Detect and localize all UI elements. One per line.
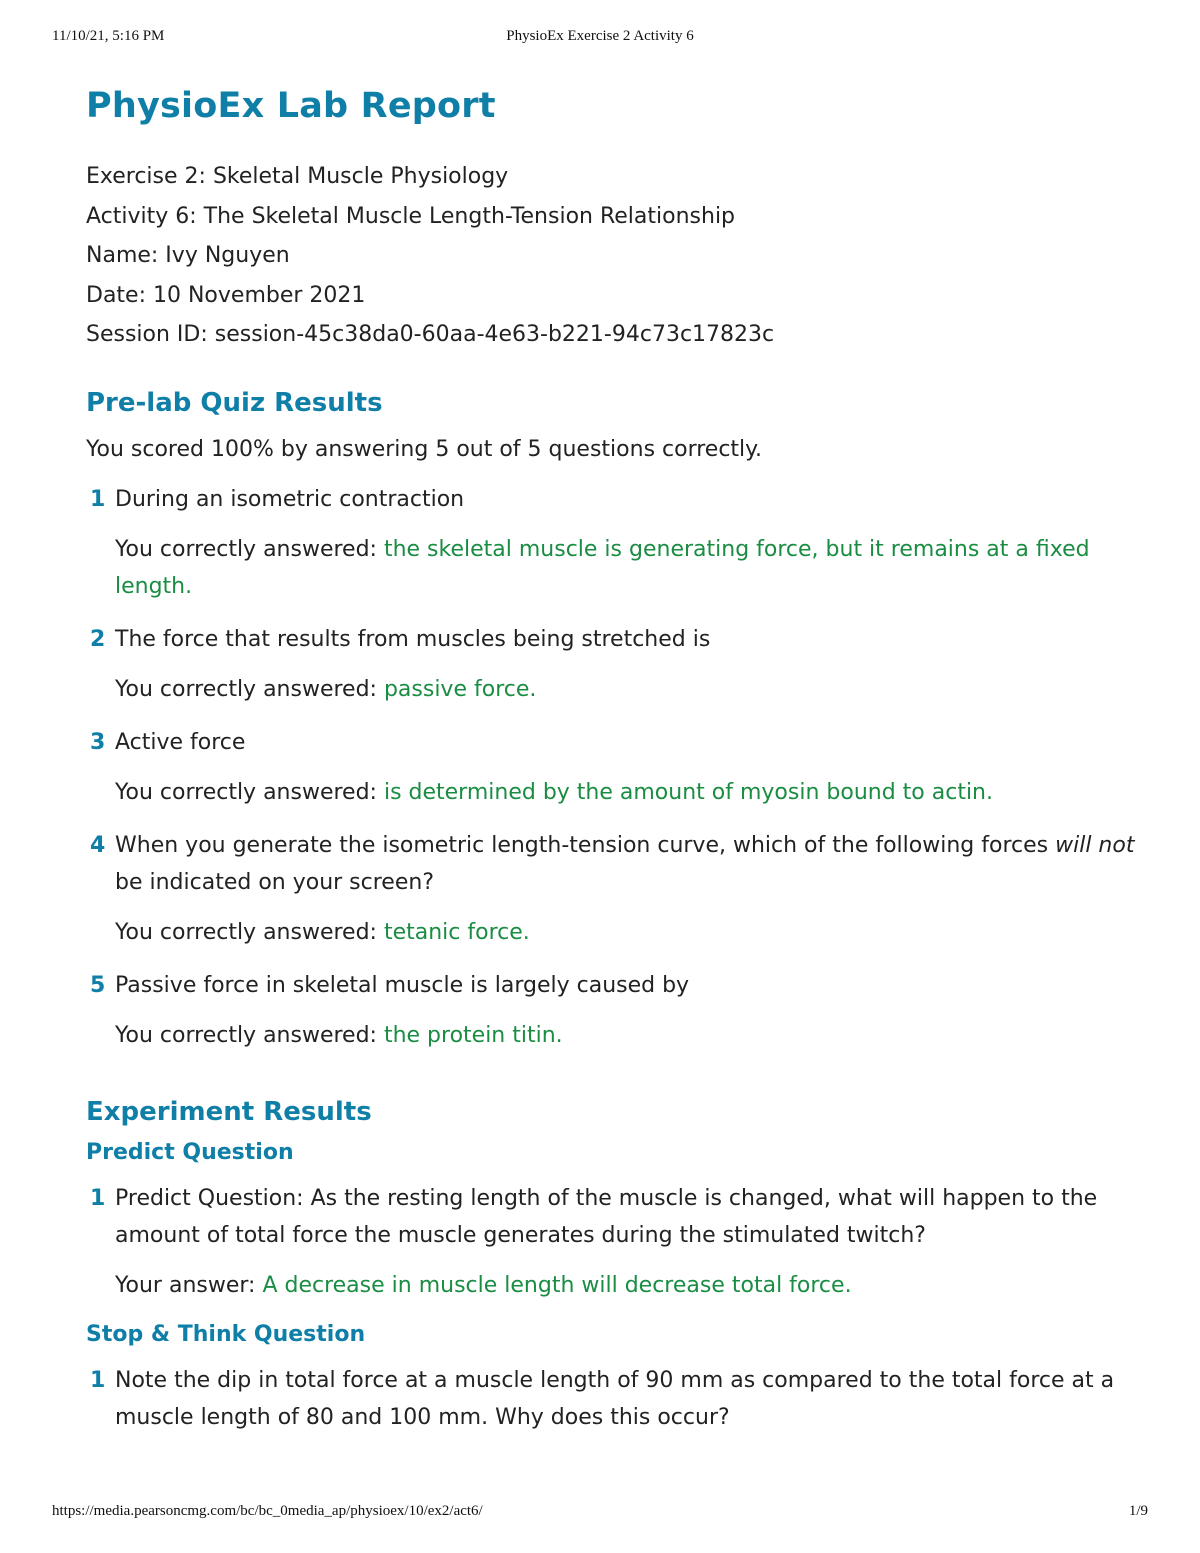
quiz-question-3	[86, 724, 1136, 811]
question-number: 4	[90, 832, 106, 858]
page-title: PhysioEx Lab Report	[86, 86, 496, 126]
activity-line: Activity 6: The Skeletal Muscle Length-Tension Relationship	[86, 203, 736, 229]
print-datetime: 11/10/21, 5:16 PM	[52, 28, 165, 44]
question-number: 2	[90, 626, 106, 652]
question-number: 5	[90, 972, 106, 998]
question-text-part: When you generate the isometric length-tension curve, which of the following forces	[115, 832, 1056, 858]
question-emphasis: will not	[1055, 832, 1135, 858]
question-number: 1	[90, 486, 106, 512]
question-text: During an isometric contraction	[115, 486, 465, 512]
question-answer	[115, 531, 1136, 605]
print-page-number: 1/9	[1128, 1503, 1148, 1519]
prelab-score: You scored 100% by answering 5 out of 5 questions correctly.	[86, 436, 763, 462]
quiz-question-1	[86, 481, 1136, 605]
question-text: Passive force in skeletal muscle is largely caused by	[115, 972, 690, 998]
question-text: Predict Question: As the resting length of the muscle is changed, what will happen to the amount of total force the muscle generates during the stimulated twitch?	[115, 1185, 1098, 1248]
question-answer	[115, 1267, 1136, 1304]
question-answer	[115, 671, 1136, 708]
print-url: https://media.pearsoncmg.com/bc/bc_0media_ap/physioex/10/ex2/act6/	[52, 1503, 483, 1519]
answer-prefix: You correctly answered:	[115, 536, 384, 562]
quiz-question-5	[86, 967, 1136, 1054]
session-id: Session ID: session-45c38da0-60aa-4e63-b221-94c73c17823c	[86, 322, 775, 347]
answer-text: the skeletal muscle is generating force, but it remains at a fixed length.	[115, 536, 1090, 599]
answer-prefix: You correctly answered:	[115, 1022, 384, 1048]
question-answer	[115, 774, 1136, 811]
question-text	[115, 827, 1136, 901]
question-number: 1	[90, 1367, 106, 1393]
question-text: Note the dip in total force at a muscle length of 90 mm as compared to the total force at a muscle length of 80 and 100 mm. Why does this occur?	[115, 1367, 1115, 1430]
report-content	[86, 82, 1136, 1436]
exercise-line: Exercise 2: Skeletal Muscle Physiology	[86, 164, 509, 189]
stop-think-heading: Stop & Think Question	[86, 1321, 366, 1347]
answer-text: passive force.	[383, 676, 537, 702]
answer-text: A decrease in muscle length will decrease total force.	[262, 1272, 852, 1298]
answer-prefix: Your answer:	[115, 1272, 263, 1298]
question-answer	[115, 914, 1136, 951]
quiz-question-4	[86, 827, 1136, 951]
question-number: 1	[90, 1185, 106, 1211]
question-number: 3	[90, 729, 106, 755]
quiz-question-2	[86, 621, 1136, 708]
report-meta	[86, 157, 1136, 355]
print-doc-title: PhysioEx Exercise 2 Activity 6	[506, 28, 694, 44]
answer-text: is determined by the amount of myosin bound to actin.	[383, 779, 993, 805]
stop-think-question	[86, 1362, 1136, 1436]
answer-text: the protein titin.	[383, 1022, 563, 1048]
predict-question	[86, 1180, 1136, 1304]
answer-prefix: You correctly answered:	[115, 779, 384, 805]
question-text: Active force	[115, 729, 246, 755]
student-name: Name: Ivy Nguyen	[86, 243, 290, 268]
report-date: Date: 10 November 2021	[86, 282, 366, 308]
answer-prefix: You correctly answered:	[115, 676, 384, 702]
question-answer	[115, 1017, 1136, 1054]
question-text: The force that results from muscles being stretched is	[115, 626, 711, 652]
answer-prefix: You correctly answered:	[115, 919, 384, 945]
prelab-heading: Pre-lab Quiz Results	[86, 387, 383, 418]
predict-heading: Predict Question	[86, 1139, 294, 1165]
answer-text: tetanic force.	[383, 919, 530, 945]
question-text-part: be indicated on your screen?	[115, 869, 434, 895]
experiment-heading: Experiment Results	[86, 1096, 372, 1127]
